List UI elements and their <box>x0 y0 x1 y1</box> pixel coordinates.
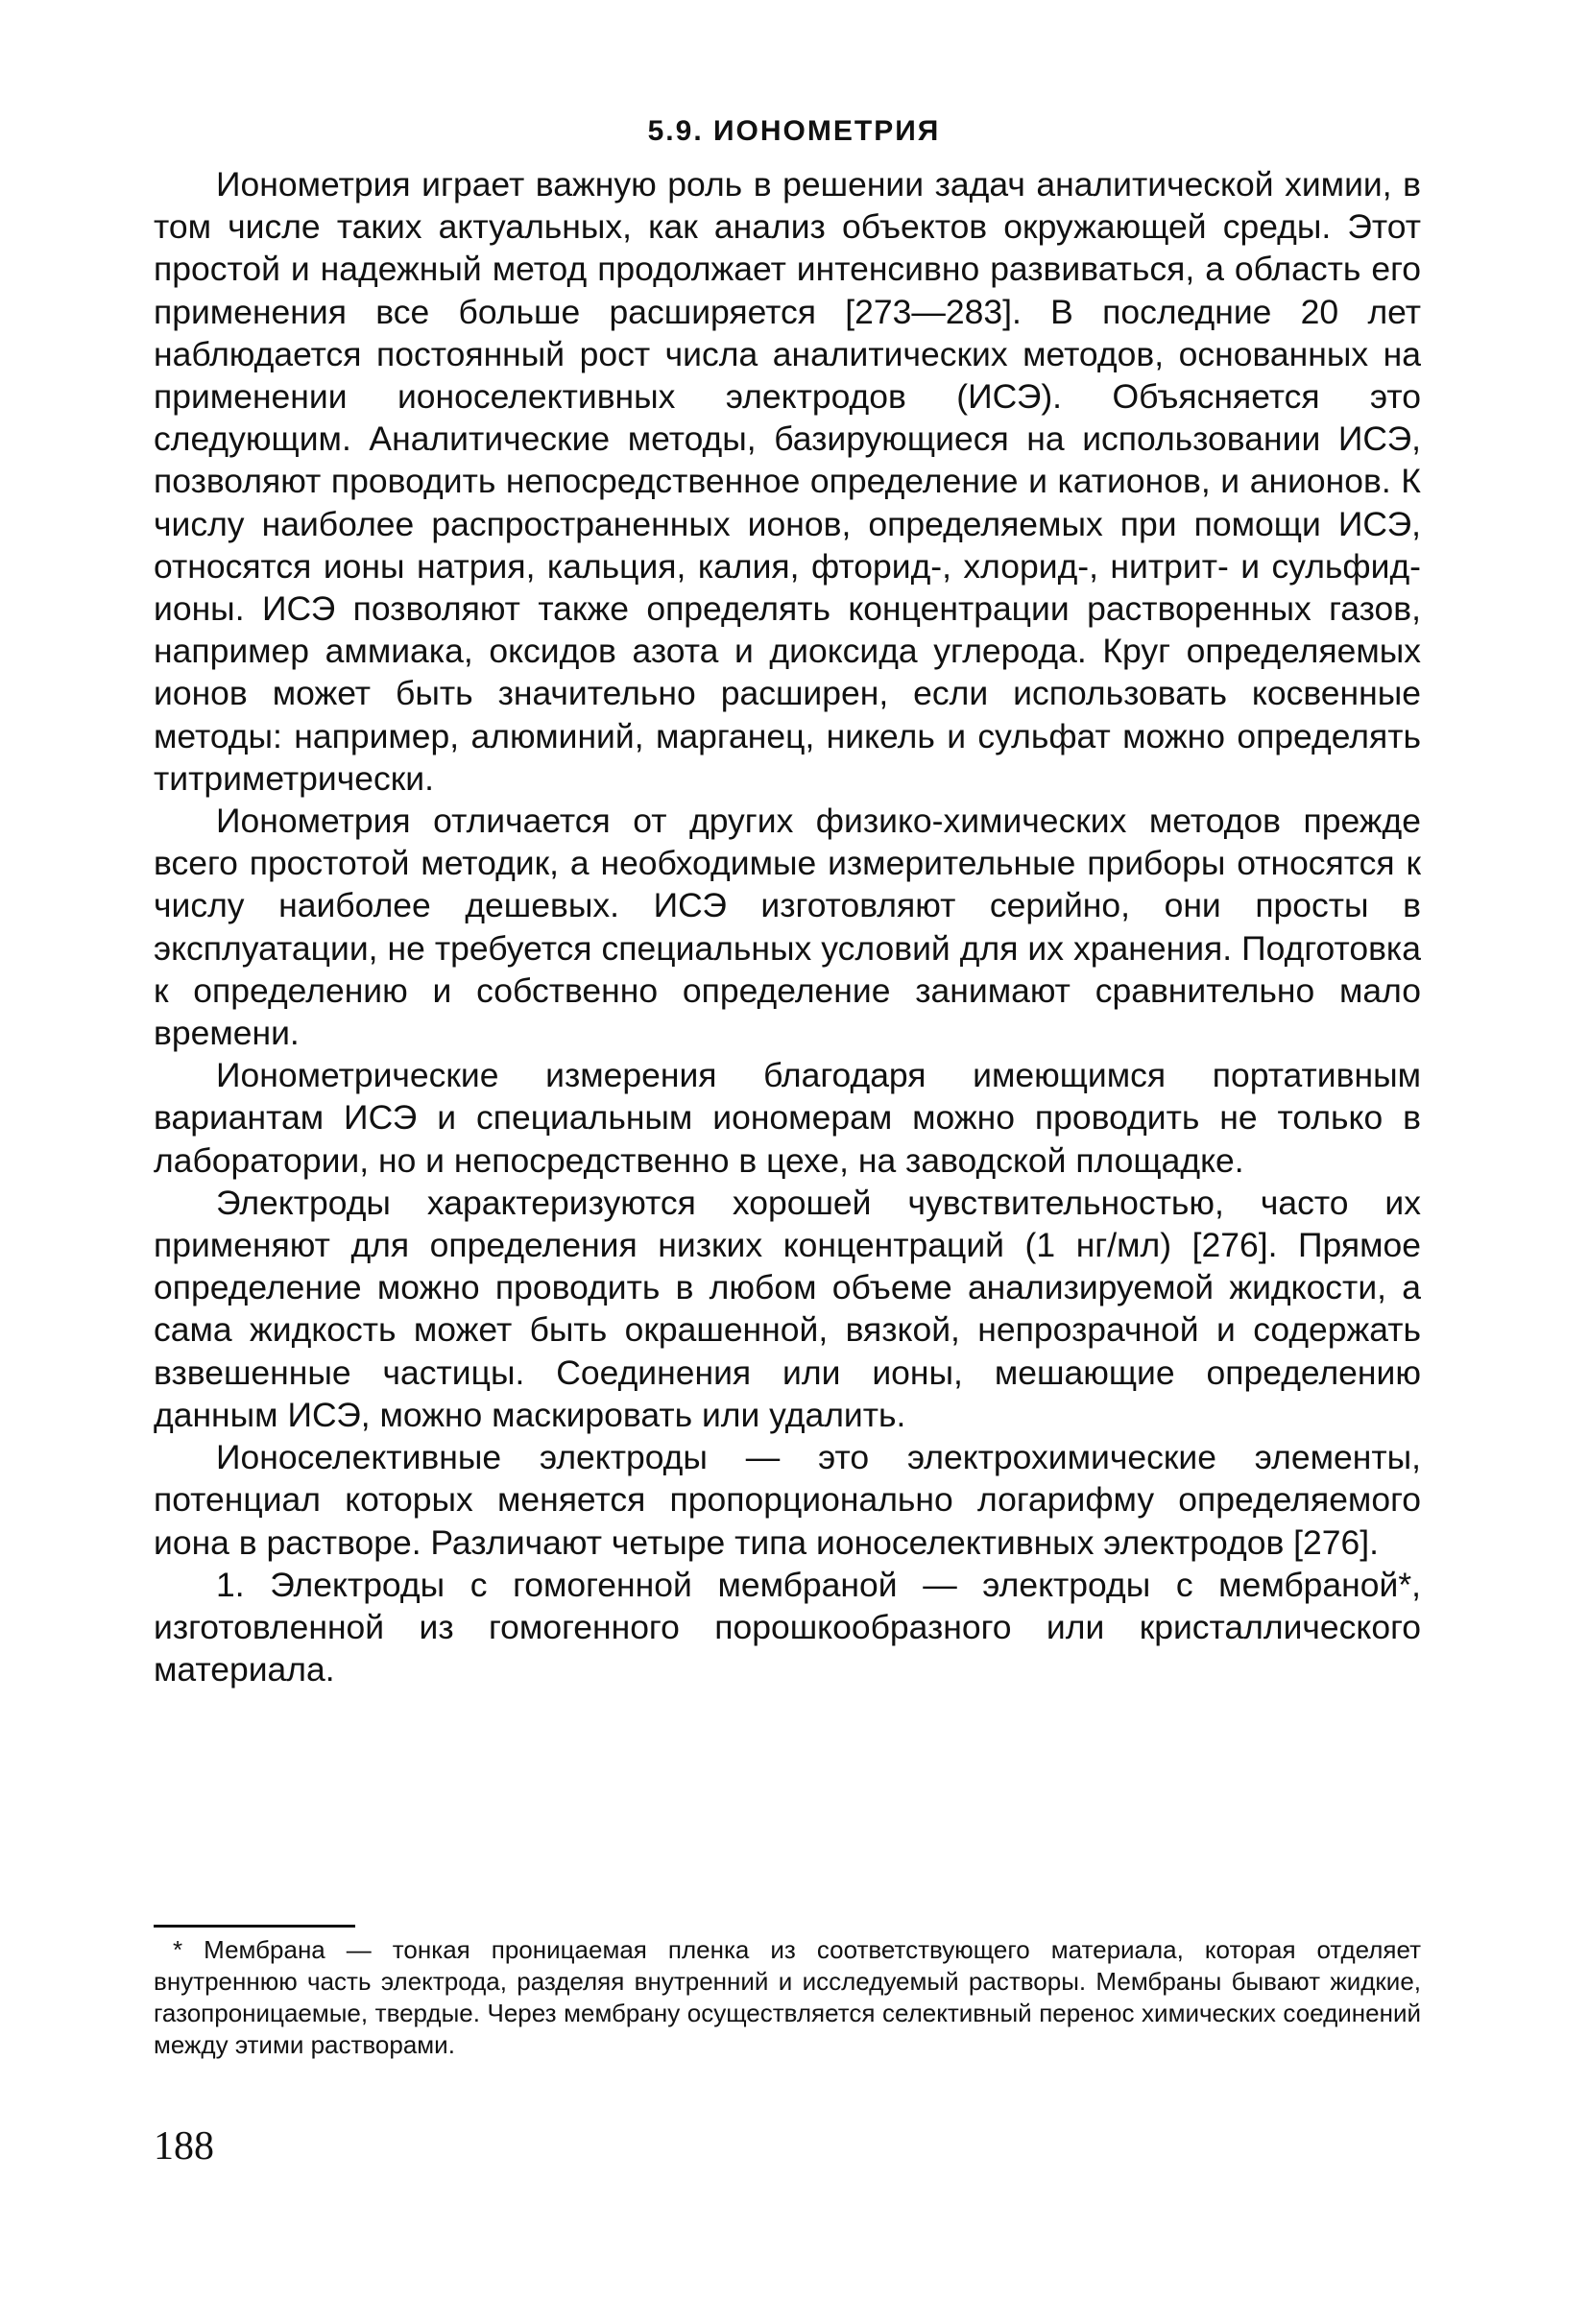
footnote-divider <box>154 1925 355 1928</box>
section-title: 5.9. ИОНОМЕТРИЯ <box>647 115 941 147</box>
paragraph: Ионометрические измерения благодаря имеющимся портативным вариантам ИСЭ и специальным иономерам можно проводить не только в лаборатории, но и непосредственно в цехе, на заводской площадке. <box>154 1056 1421 1180</box>
footnote: * Мембрана — тонкая проницаемая пленка из соответствующего материала, которая отделяет внутреннюю часть электрода, разделяя внутренний и исследуемый растворы. Мембраны бывают жидкие, газопроницаемые, твердые. Через мембрану осуществляется селективный перенос химических соединений между этими растворами. <box>154 1935 1421 2059</box>
page-number: 188 <box>154 2124 214 2168</box>
paragraph: Ионоселективные электроды — это электрохимические элементы, потенциал которых меняется пропорционально логарифму определяемого иона в растворе. Различают четыре типа ионоселективных электродов [276]. <box>154 1438 1421 1562</box>
paragraph: 1. Электроды с гомогенной мембраной — электроды с мембраной*, изготовленной из гомогенного порошкообразного или кристаллического материала. <box>154 1565 1421 1689</box>
paragraph: Ионометрия играет важную роль в решении задач аналитической химии, в том числе таких актуальных, как анализ объектов окружающей среды. Этот простой и надежный метод продолжает интенсивно развиваться, а область его применения все больше расширяется [273—283]. В последние 20 лет наблюдается постоянный рост числа аналитических методов, основанных на применении ионоселективных электродов (ИСЭ). Объясняется это следующим. Аналитические методы, базирующиеся на использовании ИСЭ, позволяют проводить непосредственное определение и катионов, и анионов. К числу наиболее распространенных ионов, определяемых при помощи ИСЭ, относятся ионы натрия, кальция, калия, фторид-, хлорид-, нитрит- и сульфид-ионы. ИСЭ позволяют также определять концентрации растворенных газов, например аммиака, оксидов азота и диоксида углерода. Круг определяемых ионов может быть значительно расширен, если использовать косвенные методы: например, алюминий, марганец, никель и сульфат можно определять титриметрически. <box>154 165 1421 798</box>
paragraph: Ионометрия отличается от других физико-химических методов прежде всего простотой методик, а необходимые измерительные приборы относятся к числу наиболее дешевых. ИСЭ изготовляют серийно, они просты в эксплуатации, не требуется специальных условий для их хранения. Подготовка к определению и собственно определение занимают сравнительно мало времени. <box>154 802 1421 1053</box>
main-text <box>154 163 1421 1690</box>
paragraph: Электроды характеризуются хорошей чувствительностью, часто их применяют для определения низких концентраций (1 нг/мл) [276]. Прямое определение можно проводить в любом объеме анализируемой жидкости, а сама жидкость может быть окрашенной, вязкой, непрозрачной и содержать взвешенные частицы. Соединения или ионы, мешающие определению данным ИСЭ, можно маскировать или удалить. <box>154 1183 1421 1434</box>
